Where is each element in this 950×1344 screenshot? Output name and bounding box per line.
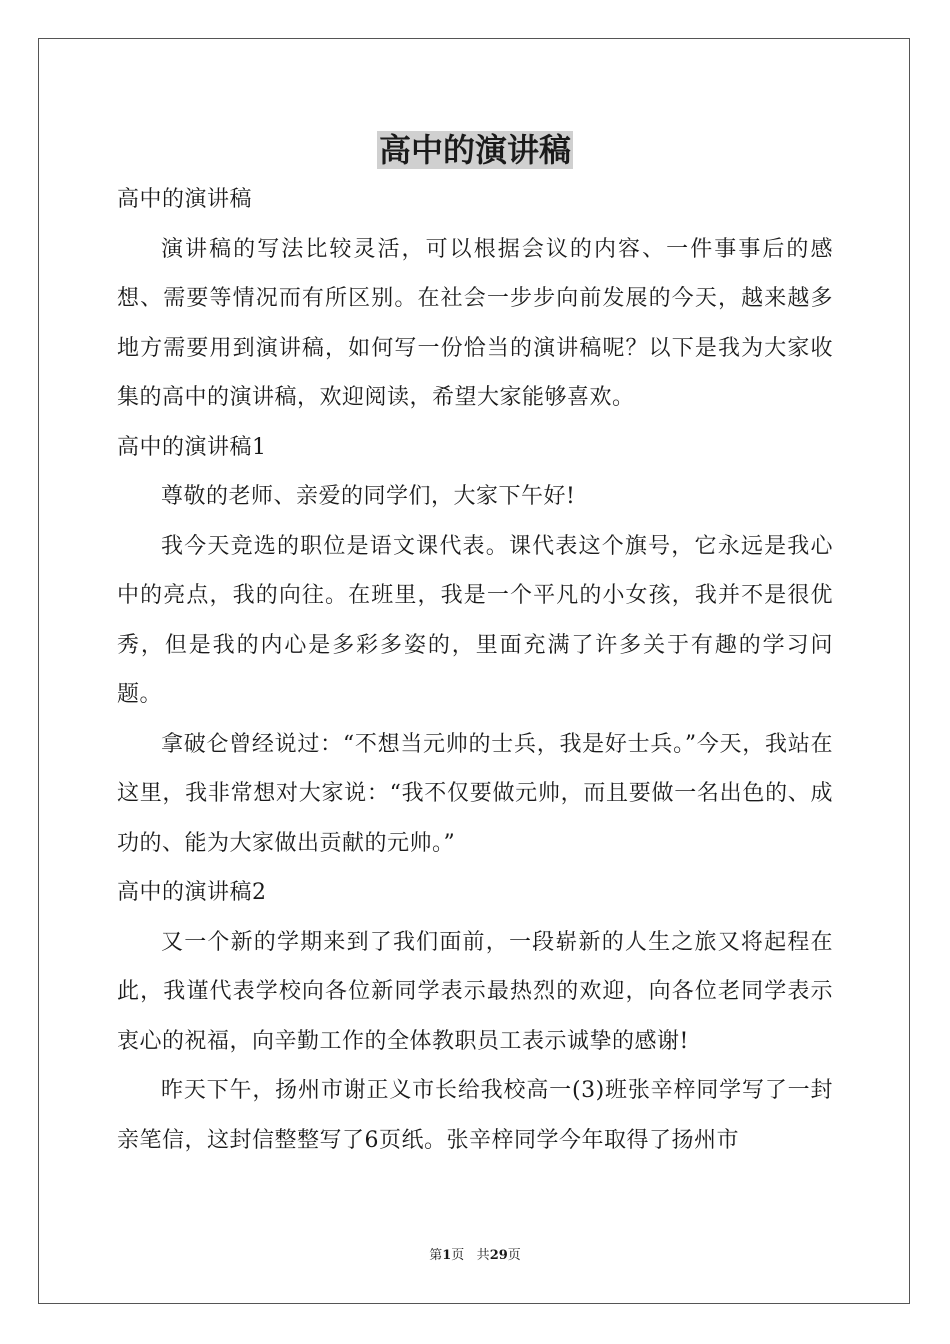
document-body — [117, 175, 833, 1165]
section-heading: 高中的演讲稿1 — [117, 434, 267, 460]
section-heading: 高中的演讲稿2 — [117, 880, 267, 905]
document-title-text: 高中的演讲稿 — [378, 131, 571, 169]
section-heading: 高中的演讲稿 — [117, 187, 253, 212]
body-paragraph: 昨天下午，扬州市谢正义市长给我校高一(3)班张辛梓同学写了一封亲笔信，这封信整整写了6页纸。张辛梓同学今年取得了扬州市 — [117, 1078, 833, 1153]
document-title — [0, 128, 950, 172]
footer-page-prefix: 第 — [429, 1248, 443, 1263]
page-footer — [0, 1247, 950, 1265]
footer-total-prefix: 共 — [476, 1248, 490, 1263]
body-paragraph: 又一个新的学期来到了我们面前，一段崭新的人生之旅又将起程在此，我谨代表学校向各位新同学表示最热烈的欢迎，向各位老同学表示衷心的祝福，向辛勤工作的全体教职员工表示诚挚的感谢! — [117, 929, 833, 1054]
footer-total-pages: 29 — [489, 1248, 508, 1263]
body-paragraph: 尊敬的老师、亲爱的同学们，大家下午好! — [161, 484, 576, 509]
footer-page-suffix: 页 — [451, 1248, 465, 1263]
body-paragraph: 拿破仑曾经说过：“不想当元帅的士兵，我是好士兵。”今天，我站在这里，我非常想对大家说：“我不仅要做元帅，而且要做一名出色的、成功的、能为大家做出贡献的元帅。” — [117, 731, 833, 856]
footer-page-number: 1 — [442, 1248, 452, 1263]
body-paragraph: 演讲稿的写法比较灵活，可以根据会议的内容、一件事事后的感想、需要等情况而有所区别。在社会一步步向前发展的今天，越来越多地方需要用到演讲稿，如何写一份恰当的演讲稿呢？以下是我为大家收集的高中的演讲稿，欢迎阅读，希望大家能够喜欢。 — [117, 236, 833, 410]
footer-total-suffix: 页 — [507, 1248, 521, 1263]
body-paragraph: 我今天竞选的职位是语文课代表。课代表这个旗号，它永远是我心中的亮点，我的向往。在班里，我是一个平凡的小女孩，我并不是很优秀，但是我的内心是多彩多姿的，里面充满了许多关于有趣的学习问题。 — [117, 533, 833, 707]
